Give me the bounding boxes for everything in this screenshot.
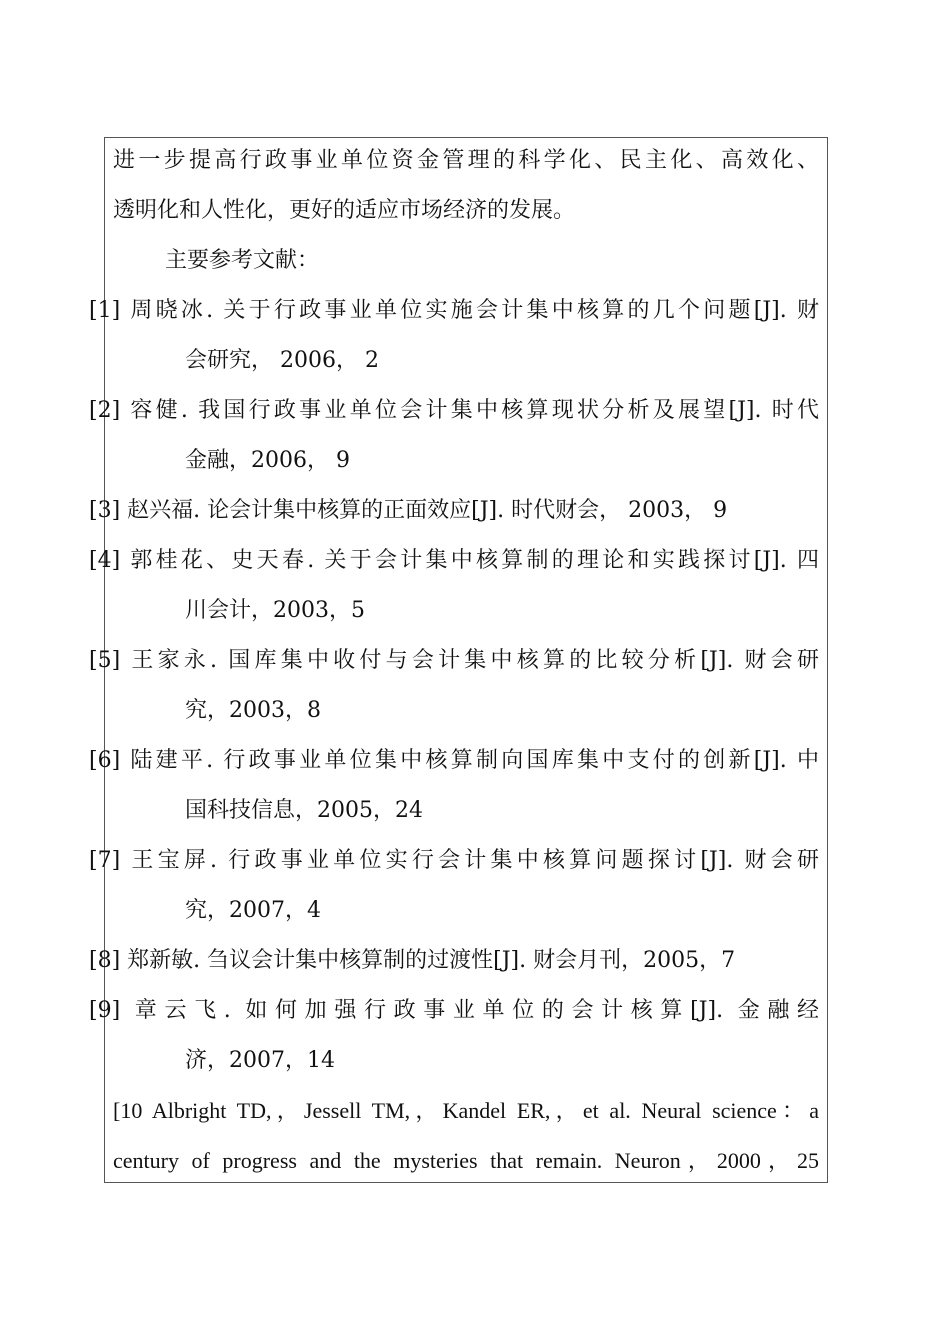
reference-2-continued: 金融，2006， 9 xyxy=(185,448,350,473)
reference-10: [10 Albright TD,，Jessell TM,，Kandel ER,，et al. Neural science：a xyxy=(113,1098,819,1123)
reference-4: [4] 郭桂花、史天春. 关于会计集中核算制的理论和实践探讨[J]. 四 xyxy=(89,548,819,573)
reference-10-continued: century of progress and the mysteries that remain. Neuron，2000，25 xyxy=(113,1148,819,1173)
reference-9-continued: 济，2007，14 xyxy=(185,1048,335,1073)
references-heading: 主要参考文献： xyxy=(165,248,320,273)
reference-8: [8] 郑新敏. 刍议会计集中核算制的过渡性[J]. 财会月刊，2005，7 xyxy=(89,948,736,973)
reference-6-continued: 国科技信息，2005，24 xyxy=(185,798,423,823)
reference-7: [7] 王宝屏. 行政事业单位实行会计集中核算问题探讨[J]. 财会研 xyxy=(89,848,819,873)
reference-4-continued: 川会计，2003，5 xyxy=(185,598,365,623)
reference-1-continued: 会研究， 2006， 2 xyxy=(185,348,379,373)
reference-2: [2] 容健. 我国行政事业单位会计集中核算现状分析及展望[J]. 时代 xyxy=(89,398,819,423)
reference-6: [6] 陆建平. 行政事业单位集中核算制向国库集中支付的创新[J]. 中 xyxy=(89,748,819,773)
reference-3: [3] 赵兴福. 论会计集中核算的正面效应[J]. 时代财会， 2003， 9 xyxy=(89,498,728,523)
paragraph-line-2: 透明化和人性化，更好的适应市场经济的发展。 xyxy=(113,198,576,223)
reference-5-continued: 究，2003，8 xyxy=(185,698,321,723)
reference-1: [1] 周晓冰. 关于行政事业单位实施会计集中核算的几个问题[J]. 财 xyxy=(89,298,819,323)
reference-5: [5] 王家永. 国库集中收付与会计集中核算的比较分析[J]. 财会研 xyxy=(89,648,819,673)
reference-9: [9] 章云飞. 如何加强行政事业单位的会计核算[J]. 金融经 xyxy=(89,998,819,1023)
paragraph-line-1: 进一步提高行政事业单位资金管理的科学化、民主化、高效化、 xyxy=(113,148,819,173)
reference-7-continued: 究，2007，4 xyxy=(185,898,321,923)
